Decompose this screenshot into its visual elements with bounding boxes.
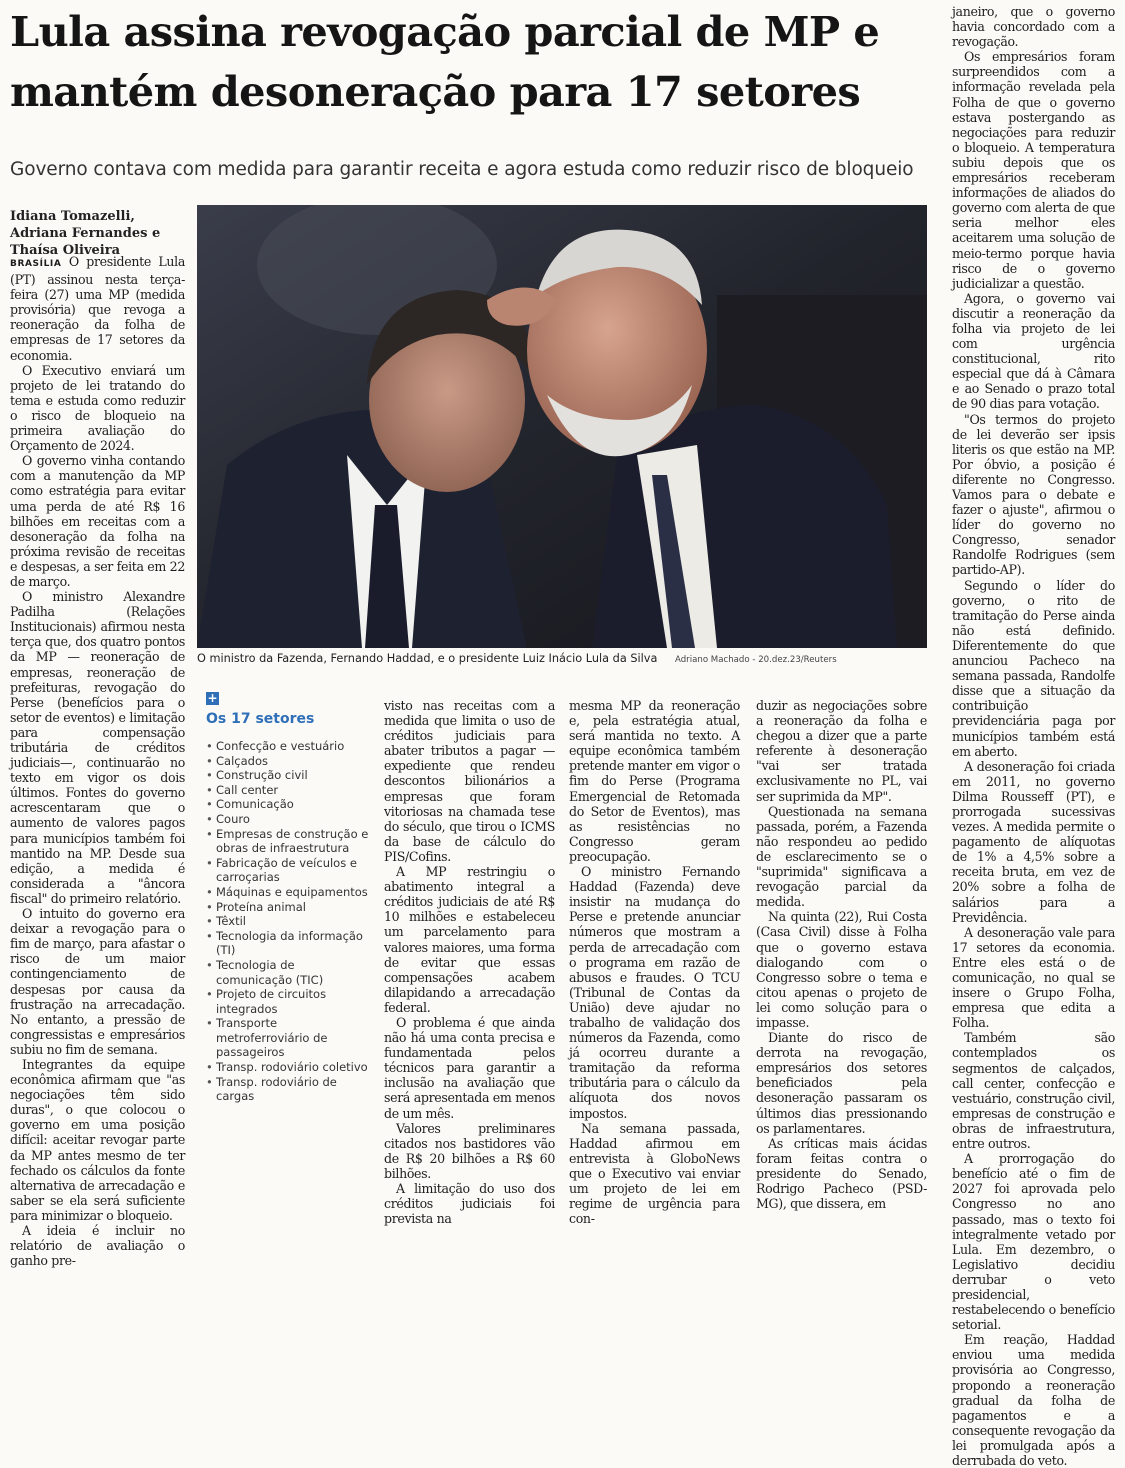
paragraph: As críticas mais ácidas foram feitas contra o presidente do Senado, Rodrigo Pacheco (PSD-MG), que dissera, em bbox=[756, 1135, 927, 1212]
paragraph: Questionada na semana passada, porém, a Fazenda não respondeu ao pedido de esclarecimento se o "suprimida" significava a revogação parcial da medida. bbox=[756, 803, 927, 910]
photo-illustration bbox=[197, 205, 927, 648]
article-column-1 bbox=[10, 254, 185, 1268]
paragraph: A ideia é incluir no relatório de avaliação o ganho pre- bbox=[10, 1223, 185, 1269]
list-item: • Tecnologia de comunicação (TIC) bbox=[206, 958, 374, 987]
paragraph: O governo vinha contando com a manutenção da MP como estratégia para evitar uma perda de até R$ 16 bilhões em receitas com a desoneração da folha na próxima revisão de receitas e despesas, a ser feita em 22 de março. bbox=[10, 453, 185, 589]
plus-icon: + bbox=[207, 691, 218, 705]
lead-text: O presidente Lula (PT) assinou nesta terça-feira (27) uma MP (medida provisória) que revoga a reoneração da folha de empresas de 17 setores da economia. bbox=[10, 254, 185, 363]
paragraph: Agora, o governo vai discutir a reoneração da folha via projeto de lei com urgência constitucional, rito especial que dá à Câmara e ao Senado o prazo total de 90 dias para votação. bbox=[952, 290, 1115, 412]
paragraph: A desoneração vale para 17 setores da economia. Entre eles está o de comunicação, no qual se insere o Grupo Folha, empresa que edita a Folha. bbox=[952, 924, 1115, 1031]
list-item: • Empresas de construção e obras de infraestrutura bbox=[206, 827, 374, 856]
paragraph: Os empresários foram surpreendidos com a informação revelada pela Folha de que o governo estava postergando as negociações para reduzir o bloqueio. A temperatura subiu depois que os empresários receberam informações de aliados do governo com alerta de que seria melhor eles aceitarem uma solução de meio-termo porque havia risco de o governo judicializar a questão. bbox=[952, 49, 1115, 291]
lead-paragraph bbox=[10, 254, 185, 363]
article-column-2 bbox=[384, 698, 555, 1226]
news-photo bbox=[197, 205, 927, 648]
paragraph: "Os termos do projeto de lei deverão ser ipsis literis os que estão na MP. Por óbvio, a posição é diferente no Congresso. Vamos para o debate e fazer o ajuste", afirmou o líder do governo no Congresso, senador Randolfe Rodrigues (sem partido-AP). bbox=[952, 411, 1115, 578]
paragraph: Diante do risco de derrota na revogação, empresários dos setores beneficiados pela desoneração passaram os últimos dias pressionando os parlamentares. bbox=[756, 1030, 927, 1136]
paragraph: A desoneração foi criada em 2011, no governo Dilma Rousseff (PT), e prorrogada sucessivas vezes. A medida permite o pagamento de alíquotas de 1% a 4,5% sobre a receita bruta, em vez de 20% sobre a folha de salários para a Previdência. bbox=[952, 758, 1115, 925]
photo-credit: Adriano Machado - 20.dez.23/Reuters bbox=[675, 655, 837, 665]
paragraph: Também são contemplados os segmentos de calçados, call center, confecção e vestuário, construção civil, empresas de construção e obras de infraestrutura, entre outros. bbox=[952, 1030, 1115, 1152]
subheadline: Governo contava com medida para garantir receita e agora estuda como reduzir risco de bloqueio bbox=[10, 159, 914, 180]
list-item: • Comunicação bbox=[206, 797, 374, 812]
list-item: • Proteína animal bbox=[206, 900, 374, 915]
paragraph: mesma MP da reoneração e, pela estratégia atual, será mantida no texto. A equipe econômica também pretende manter em vigor o fim do Perse (Programa Emergencial de Retomada do Setor de Eventos), mas as resistências no Congresso geram preocupação. bbox=[569, 698, 740, 864]
list-item: • Transp. rodoviário coletivo bbox=[206, 1060, 374, 1075]
sector-list bbox=[206, 739, 374, 1104]
list-item: • Calçados bbox=[206, 754, 374, 769]
article-column-right bbox=[952, 4, 1115, 1468]
sectors-sidebar bbox=[206, 692, 374, 1104]
list-item: • Couro bbox=[206, 812, 374, 827]
photo-caption: O ministro da Fazenda, Fernando Haddad, e o presidente Luiz Inácio Lula da Silva bbox=[197, 652, 658, 665]
paragraph: Na semana passada, Haddad afirmou em entrevista à GloboNews que o Executivo vai enviar um projeto de lei em regime de urgência para con- bbox=[569, 1120, 740, 1227]
headline bbox=[10, 2, 940, 122]
list-item: • Transporte metroferroviário de passageiros bbox=[206, 1016, 374, 1060]
headline-line-2: mantém desoneração para 17 setores bbox=[10, 67, 861, 116]
paragraph: Segundo o líder do governo, o rito de tramitação do Perse ainda não está definido. Diferentemente do que anunciou Pacheco na semana passada, Randolfe disse que a situação da contribuição previdenciária paga por municípios também está em aberto. bbox=[952, 577, 1115, 759]
paragraph: janeiro, que o governo havia concordado com a revogação. bbox=[952, 4, 1115, 50]
paragraph: O ministro Fernando Haddad (Fazenda) deve insistir na mudança do Perse e pretende anunciar números que mostram a perda de arrecadação com o programa em razão de abusos e fraudes. O TCU (Tribunal de Contas da União) deve ajudar no trabalho de validação dos números da Fazenda, como já ocorreu durante a tramitação da reforma tributária para o cálculo da alíquota dos novos impostos. bbox=[569, 864, 740, 1121]
paragraph: O intuito do governo era deixar a revogação para o fim de março, para afastar o risco de um maior contingenciamento de despesas por causa da frustração na arrecadação. No entanto, a pressão de congressistas e empresários subiu no fim de semana. bbox=[10, 906, 185, 1057]
article-column-4 bbox=[756, 698, 927, 1211]
paragraph: Integrantes da equipe econômica afirmam que "as negociações têm sido duras", o que colocou o governo em uma posição difícil: aceitar revogar parte da MP antes mesmo de ter fechado os cálculos da fonte alternativa de arrecadação e saber se ela será suficiente para minimizar o bloqueio. bbox=[10, 1056, 185, 1223]
paragraph: Em reação, Haddad enviou uma medida provisória ao Congresso, propondo a reoneração gradual da folha de pagamentos e a consequente revogação da lei promulgada após a derrubada do veto. bbox=[952, 1332, 1115, 1468]
article-column-3 bbox=[569, 698, 740, 1226]
paragraph: Na quinta (22), Rui Costa (Casa Civil) disse à Folha que o governo estava dialogando com o Congresso sobre o tema e citou apenas o projeto de lei como solução para o impasse. bbox=[756, 909, 927, 1030]
list-item: • Confecção e vestuário bbox=[206, 739, 374, 754]
paragraph: A prorrogação do benefício até o fim de 2027 foi aprovada pelo Congresso no ano passado, mas o texto foi integralmente vetado por Lula. Em dezembro, o Legislativo decidiu derrubar o veto presidencial, restabelecendo o benefício setorial. bbox=[952, 1151, 1115, 1333]
list-item: • Máquinas e equipamentos bbox=[206, 885, 374, 900]
list-item: • Transp. rodoviário de cargas bbox=[206, 1075, 374, 1104]
list-item: • Projeto de circuitos integrados bbox=[206, 987, 374, 1016]
list-item: • Fabricação de veículos e carroçarias bbox=[206, 856, 374, 885]
byline: Idiana Tomazelli, Adriana Fernandes e Thaísa Oliveira bbox=[10, 209, 161, 258]
paragraph: A limitação do uso dos créditos judiciais foi prevista na bbox=[384, 1181, 555, 1227]
paragraph: visto nas receitas com a medida que limita o uso de créditos judiciais para abater tributos a pagar — expediente que rendeu descontos bilionários a empresas que foram vitoriosas na chamada tese do século, que tirou o ICMS da base de cálculo do PIS/Cofins. bbox=[384, 698, 555, 864]
paragraph: duzir as negociações sobre a reoneração da folha e chegou a dizer que a parte referente à desoneração "vai ser tratada exclusivamente no PL, vai ser suprimida da MP". bbox=[756, 698, 927, 804]
list-item: • Call center bbox=[206, 783, 374, 798]
paragraph: O ministro Alexandre Padilha (Relações Institucionais) afirmou nesta terça que, dos quatro pontos da MP — reoneração de empresas, reoneração de prefeituras, revogação do Perse (benefícios para o setor de eventos) e limitação para compensação tributária de créditos judiciais—, continuarão no texto em vigor os dois últimos. Fontes do governo acrescentaram que o aumento de valores pagos para municípios também foi mantido na MP. Desde sua edição, a medida é considerada a "âncora fiscal" do primeiro relatório. bbox=[10, 589, 185, 906]
paragraph: O problema é que ainda não há uma conta precisa e fundamentada pelos técnicos para garantir a inclusão na avaliação que será apresentada em menos de um mês. bbox=[384, 1014, 555, 1121]
paragraph: A MP restringiu o abatimento integral a créditos judiciais de até R$ 10 milhões e estabeleceu um parcelamento para valores maiores, uma forma de evitar que essas compensações acabem dilapidando a arrecadação federal. bbox=[384, 864, 555, 1015]
paragraph: Valores preliminares citados nos bastidores vão de R$ 20 bilhões a R$ 60 bilhões. bbox=[384, 1120, 555, 1181]
headline-line-1: Lula assina revogação parcial de MP e bbox=[10, 7, 880, 56]
dateline: BRASÍLIA bbox=[10, 259, 62, 269]
list-item: • Construção civil bbox=[206, 768, 374, 783]
sidebar-title: Os 17 setores bbox=[206, 711, 315, 727]
paragraph: O Executivo enviará um projeto de lei tratando do tema e estuda como reduzir o risco de bloqueio na primeira avaliação do Orçamento de 2024. bbox=[10, 362, 185, 454]
list-item: • Têxtil bbox=[206, 914, 374, 929]
list-item: • Tecnologia da informação (TI) bbox=[206, 929, 374, 958]
